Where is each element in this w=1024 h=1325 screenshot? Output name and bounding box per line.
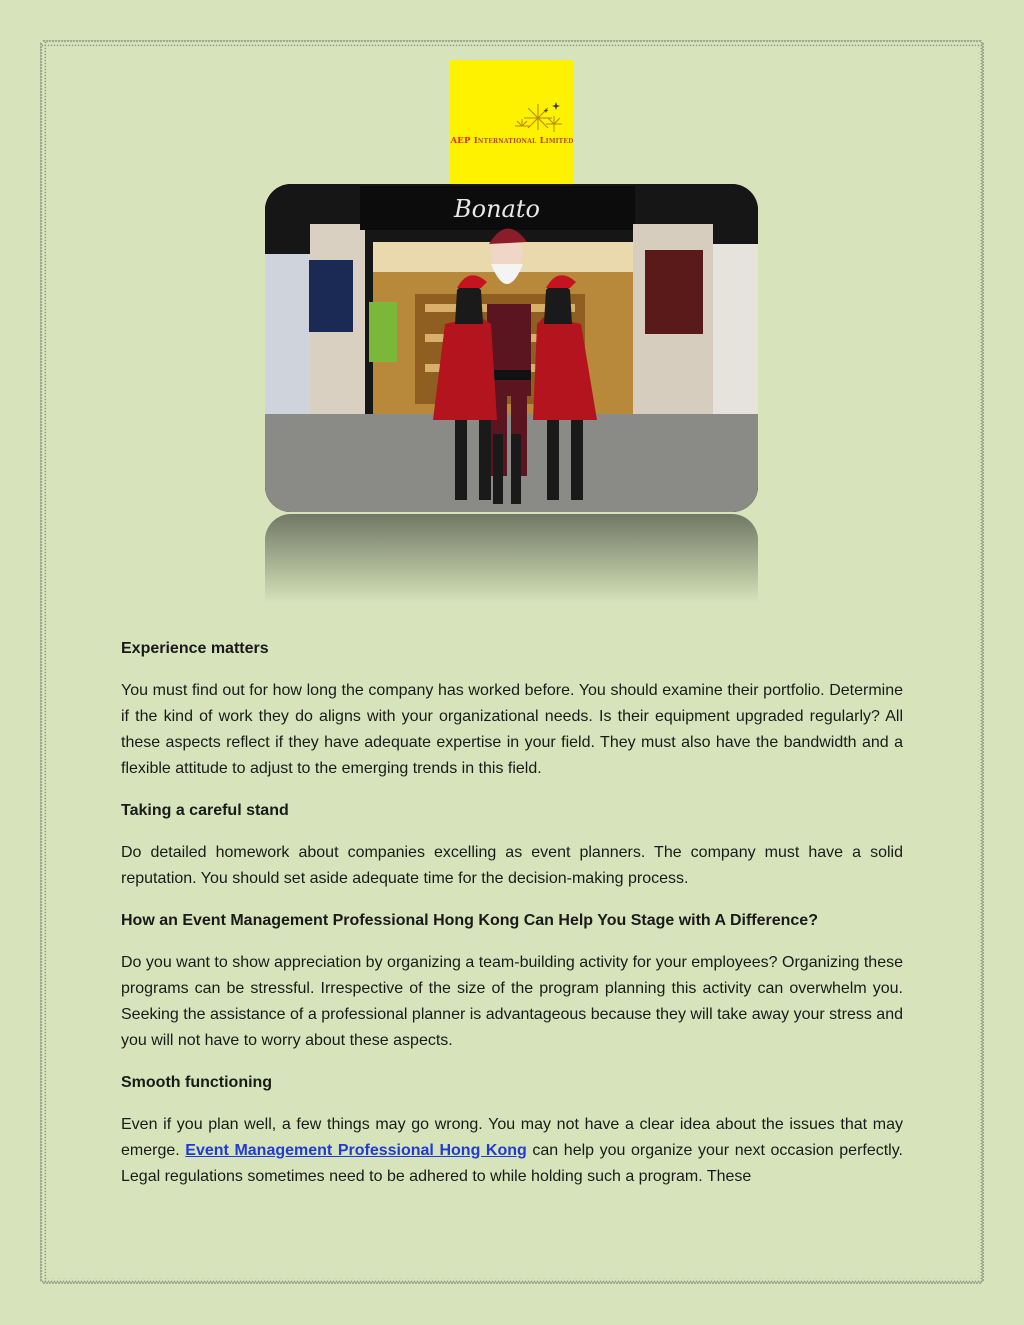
fireworks-icon <box>450 60 574 184</box>
article-body <box>121 636 903 1206</box>
photo-reflection <box>265 514 758 604</box>
section-paragraph <box>121 1112 903 1190</box>
section-heading: Smooth functioning <box>121 1074 273 1091</box>
store-sign-text: Bonato <box>454 195 540 223</box>
paragraph-text-after-link: can help you organize your next occasion perfectly. Legal regulations sometimes need to be adhered to while holding such a program. These <box>121 1142 903 1185</box>
storefront-photo <box>265 184 758 512</box>
logo-wordmark: AEP International Limited <box>450 136 574 146</box>
section-paragraph: Do you want to show appreciation by organizing a team-building activity for your employees? Organizing these programs can be stressful. Irrespective of the size of the program planning this activity can overwhelm you. Seeking the assistance of a professional planner is advantageous because they will take away your stress and you will not have to worry about these aspects. <box>121 954 903 1049</box>
section-paragraph: Do detailed homework about companies excelling as event planners. The company must have a solid reputation. You should set aside adequate time for the decision-making process. <box>121 844 903 887</box>
section-paragraph: You must find out for how long the company has worked before. You should examine their portfolio. Determine if the kind of work they do aligns with your organizational needs. Is their equipment upgraded regularly? All these aspects reflect if they have adequate expertise in your field. They must also have the bandwidth and a flexible attitude to adjust to the emerging trends in this field. <box>121 682 903 777</box>
paragraph-text-before-link: Even if you plan well, a few things may go wrong. You may not have a clear idea about the issues that may emerge. <box>121 1116 903 1159</box>
section-heading: How an Event Management Professional Hong Kong Can Help You Stage with A Difference? <box>121 912 818 929</box>
section-heading: Taking a careful stand <box>121 802 289 819</box>
section-heading: Experience matters <box>121 640 269 657</box>
company-logo <box>450 60 574 184</box>
event-management-link[interactable]: Event Management Professional Hong Kong <box>185 1142 527 1159</box>
